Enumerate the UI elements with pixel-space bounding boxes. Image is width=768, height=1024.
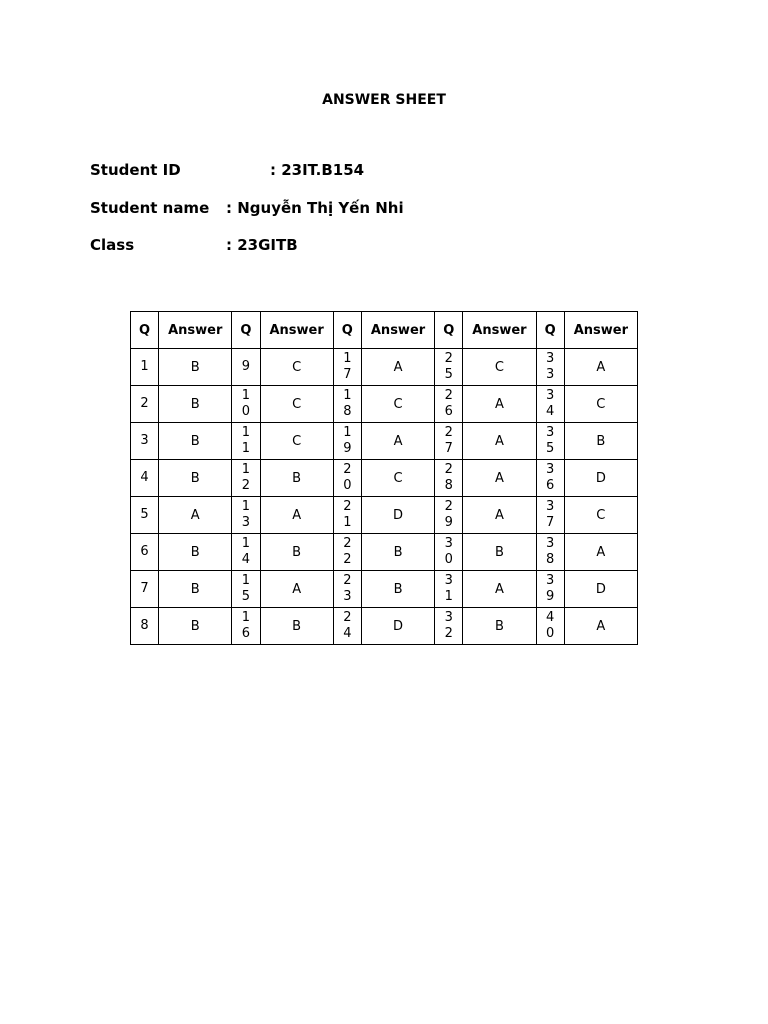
question-number: 16 <box>241 610 251 641</box>
question-number-cell <box>536 349 564 386</box>
table-row <box>131 349 638 386</box>
question-number: 25 <box>444 351 453 382</box>
answer-cell: B <box>463 608 536 645</box>
question-number-cell <box>333 386 361 423</box>
header-answer: Answer <box>564 312 637 349</box>
question-number-cell <box>232 608 260 645</box>
answer-cell: B <box>260 608 333 645</box>
question-number-cell <box>536 386 564 423</box>
answer-cell: A <box>260 571 333 608</box>
answer-cell: A <box>564 349 637 386</box>
page-title: ANSWER SHEET <box>322 92 446 108</box>
header-q: Q <box>131 312 159 349</box>
question-number: 27 <box>444 425 453 456</box>
question-number-cell <box>333 423 361 460</box>
answer-cell: B <box>159 386 232 423</box>
answer-cell: B <box>260 534 333 571</box>
class-value: : 23GITB <box>226 236 298 254</box>
question-number-cell <box>536 571 564 608</box>
question-number-cell <box>435 571 463 608</box>
question-number-cell <box>536 608 564 645</box>
answer-cell: A <box>463 460 536 497</box>
table-row <box>131 386 638 423</box>
question-number: 37 <box>545 499 555 530</box>
question-number: 8 <box>140 618 149 633</box>
question-number: 11 <box>241 425 251 456</box>
question-number-cell <box>435 534 463 571</box>
question-number: 36 <box>545 462 555 493</box>
question-number-cell <box>536 423 564 460</box>
question-number: 23 <box>343 573 352 604</box>
question-number-cell <box>333 460 361 497</box>
answer-cell: B <box>564 423 637 460</box>
question-number-cell <box>131 423 159 460</box>
question-number-cell <box>536 534 564 571</box>
question-number-cell <box>333 534 361 571</box>
answer-cell: B <box>361 571 434 608</box>
question-number-cell <box>131 349 159 386</box>
question-number-cell <box>131 386 159 423</box>
question-number-cell <box>131 497 159 534</box>
question-number: 19 <box>343 425 352 456</box>
question-number-cell <box>232 423 260 460</box>
question-number: 17 <box>343 351 352 382</box>
question-number: 1 <box>140 359 149 374</box>
question-number-cell <box>333 608 361 645</box>
answer-cell: A <box>564 608 637 645</box>
answer-cell: B <box>159 608 232 645</box>
student-name-label: Student name <box>90 199 210 217</box>
header-answer: Answer <box>159 312 232 349</box>
question-number: 28 <box>444 462 453 493</box>
question-number-cell <box>536 497 564 534</box>
question-number-cell <box>435 460 463 497</box>
question-number: 20 <box>343 462 352 493</box>
class-label: Class <box>90 236 135 254</box>
header-answer: Answer <box>260 312 333 349</box>
question-number: 2 <box>140 396 149 411</box>
question-number: 32 <box>444 610 453 641</box>
table-row <box>131 497 638 534</box>
answer-cell: A <box>159 497 232 534</box>
question-number: 18 <box>343 388 352 419</box>
answer-cell: B <box>463 534 536 571</box>
answer-cell: A <box>361 423 434 460</box>
question-number-cell <box>232 534 260 571</box>
answer-cell: B <box>159 423 232 460</box>
answer-cell: A <box>564 534 637 571</box>
question-number-cell <box>435 423 463 460</box>
answer-cell: A <box>463 497 536 534</box>
question-number-cell <box>232 497 260 534</box>
answer-cell: A <box>361 349 434 386</box>
answer-cell: C <box>564 386 637 423</box>
header-q: Q <box>333 312 361 349</box>
answer-cell: D <box>361 497 434 534</box>
question-number: 29 <box>444 499 453 530</box>
question-number: 15 <box>241 573 251 604</box>
answer-cell: C <box>463 349 536 386</box>
question-number-cell <box>333 497 361 534</box>
answer-cell: C <box>260 386 333 423</box>
student-id-label: Student ID <box>90 161 181 179</box>
header-answer: Answer <box>361 312 434 349</box>
table-row <box>131 460 638 497</box>
answer-cell: A <box>463 571 536 608</box>
answer-cell: A <box>260 497 333 534</box>
table-header-row <box>131 312 638 349</box>
question-number-cell <box>131 571 159 608</box>
table-row <box>131 534 638 571</box>
answer-cell: D <box>361 608 434 645</box>
answer-cell: B <box>361 534 434 571</box>
question-number-cell <box>232 460 260 497</box>
answer-cell: C <box>260 423 333 460</box>
question-number: 3 <box>140 433 149 448</box>
answer-cell: A <box>463 423 536 460</box>
question-number: 38 <box>545 536 555 567</box>
answer-cell: C <box>361 460 434 497</box>
question-number: 21 <box>343 499 352 530</box>
question-number: 12 <box>241 462 251 493</box>
answer-cell: B <box>159 349 232 386</box>
question-number: 6 <box>140 544 149 559</box>
answer-table <box>130 311 638 645</box>
question-number: 9 <box>241 359 251 374</box>
question-number: 34 <box>545 388 555 419</box>
answer-cell: A <box>463 386 536 423</box>
question-number-cell <box>131 534 159 571</box>
answer-cell: C <box>564 497 637 534</box>
student-id-value: : 23IT.B154 <box>270 161 365 179</box>
answer-cell: D <box>564 460 637 497</box>
question-number: 22 <box>343 536 352 567</box>
answer-table-body <box>131 349 638 645</box>
question-number: 35 <box>545 425 555 456</box>
answer-cell: D <box>564 571 637 608</box>
question-number-cell <box>333 349 361 386</box>
question-number: 40 <box>545 610 555 641</box>
student-name-value: : Nguyễn Thị Yến Nhi <box>226 199 404 217</box>
question-number-cell <box>333 571 361 608</box>
answer-cell: B <box>159 571 232 608</box>
question-number-cell <box>435 497 463 534</box>
table-row <box>131 608 638 645</box>
question-number-cell <box>435 608 463 645</box>
question-number: 14 <box>241 536 251 567</box>
answer-cell: B <box>260 460 333 497</box>
question-number: 31 <box>444 573 453 604</box>
question-number: 24 <box>343 610 352 641</box>
header-q: Q <box>232 312 260 349</box>
question-number: 7 <box>140 581 149 596</box>
answer-cell: C <box>361 386 434 423</box>
answer-cell: C <box>260 349 333 386</box>
question-number: 13 <box>241 499 251 530</box>
header-q: Q <box>435 312 463 349</box>
answer-cell: B <box>159 460 232 497</box>
question-number-cell <box>131 460 159 497</box>
table-row <box>131 571 638 608</box>
question-number-cell <box>232 571 260 608</box>
question-number: 30 <box>444 536 453 567</box>
answer-cell: B <box>159 534 232 571</box>
question-number: 5 <box>140 507 149 522</box>
question-number: 33 <box>545 351 555 382</box>
header-answer: Answer <box>463 312 536 349</box>
header-q: Q <box>536 312 564 349</box>
question-number: 26 <box>444 388 453 419</box>
question-number-cell <box>131 608 159 645</box>
question-number-cell <box>435 349 463 386</box>
question-number-cell <box>232 349 260 386</box>
question-number: 4 <box>140 470 149 485</box>
question-number-cell <box>435 386 463 423</box>
question-number: 10 <box>241 388 251 419</box>
table-row <box>131 423 638 460</box>
question-number: 39 <box>545 573 555 604</box>
question-number-cell <box>536 460 564 497</box>
question-number-cell <box>232 386 260 423</box>
